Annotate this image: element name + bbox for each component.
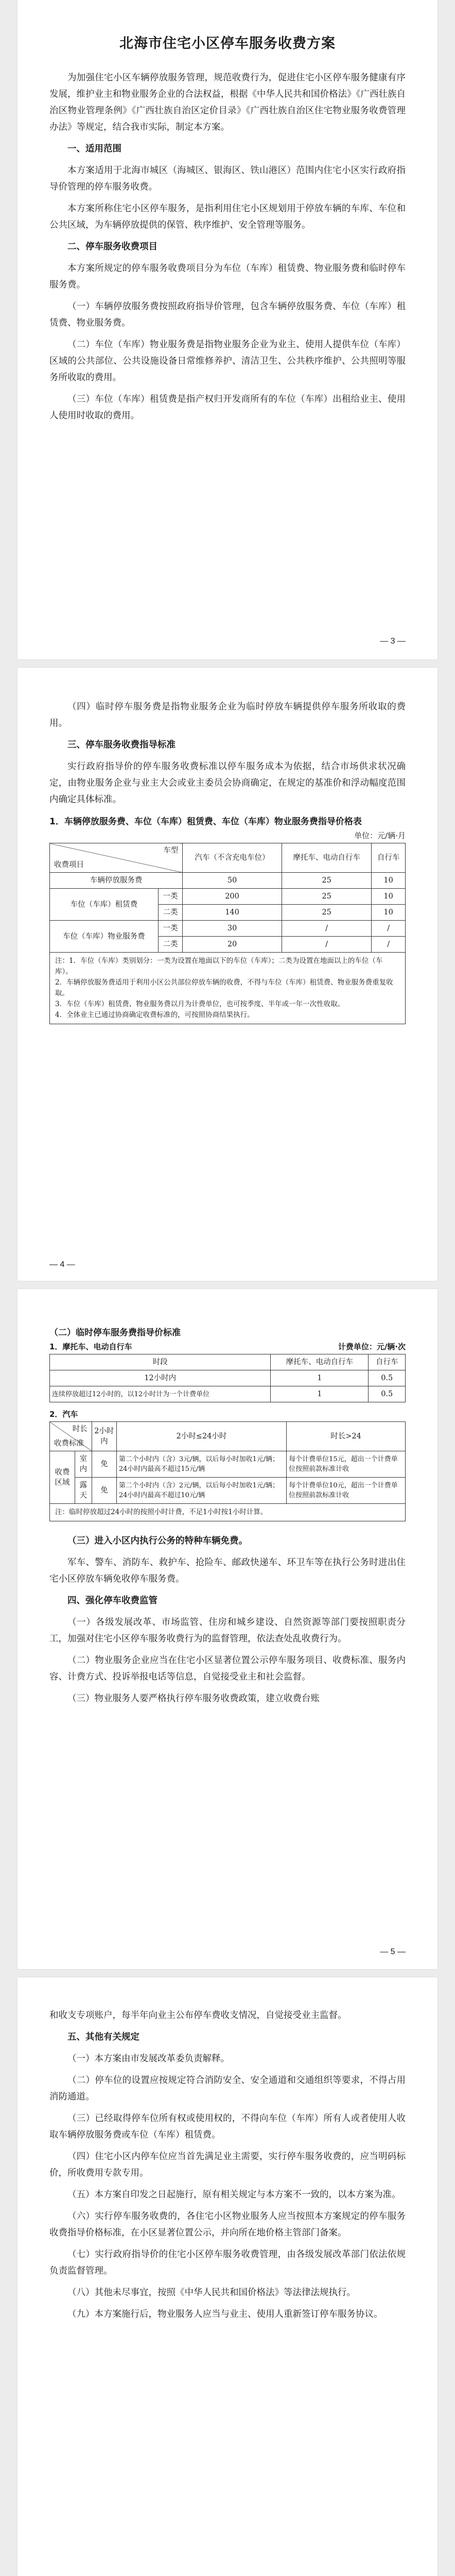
table-cell: 10 <box>372 889 406 905</box>
section-heading: 一、适用范围 <box>67 144 121 154</box>
table-cell: / <box>372 937 406 953</box>
table-cell: 1 <box>271 1370 369 1386</box>
column-header: 时长>24 <box>287 1422 406 1451</box>
table-subcaption-row <box>49 1409 406 1419</box>
table-row <box>50 1386 406 1402</box>
paragraph: （二）停车位的设置应按规定符合消防安全、安全通道和交通组织等要求，不得占用消防通道。 <box>49 2075 406 2102</box>
row-label: 12小时内 <box>50 1370 271 1386</box>
table-cell: 免 <box>92 1451 116 1478</box>
table-unit: 计费单位：元/辆·次 <box>338 1342 406 1351</box>
table-cell: 200 <box>183 889 282 905</box>
table-subcaption: 1．摩托车、电动自行车 <box>49 1342 132 1351</box>
document-page-5 <box>18 1289 437 1969</box>
paragraph: （三）物业服务人要严格执行停车服务收费政策，建立收费台账 <box>67 1693 320 1704</box>
row-group-label: 收费区域 <box>50 1451 75 1504</box>
row-label: 连续停放超过12小时的，以12小时计为一个计费单位 <box>50 1386 271 1402</box>
paragraph: （一）各级发展改革、市场监管、住房和城乡建设、自然资源等部门要按照职责分工，加强对住宅小区停车服务收费行为的监督管理，依法查处乱收费行为。 <box>49 1617 406 1644</box>
paragraph: （一）车辆停放服务费按照政府指导价管理，包含车辆停放服务费、车位（车库）租赁费、物业服务费。 <box>49 301 406 328</box>
row-label: 车辆停放服务费 <box>50 873 183 889</box>
paragraph: （八）其他未尽事宜，按照《中华人民共和国价格法》等法律法规执行。 <box>67 2287 356 2298</box>
paragraph: （三）车位（车库）租赁费是指产权归开发商所有的车位（车库）出租给业主、使用人使用时收取的费用。 <box>49 394 406 421</box>
table-cell: 每个计费单位10元，超出一个计费单位按照前款标准计收 <box>287 1478 406 1504</box>
table-cell: 免 <box>92 1478 116 1504</box>
paragraph: 实行政府指导价的停车服务收费标准以停车服务成本为依据，结合市场供求状况确定，由物业服务企业与业主大会或业主委员会协商确定，在规定的基准价和浮动幅度范围内确定具体标准。 <box>49 761 406 805</box>
table-row <box>50 873 406 889</box>
paragraph: （一）本方案由市发展改革委负责解释。 <box>67 2054 230 2064</box>
section-heading: 四、强化停车收费监管 <box>67 1596 157 1606</box>
table-row <box>50 1478 406 1504</box>
paragraph: 本方案所规定的停车服务收费项目分为车位（车库）租赁费、物业服务费和临时停车服务费。 <box>49 263 406 290</box>
row-level: 一类 <box>158 889 183 905</box>
row-label: 露天 <box>75 1478 92 1504</box>
table-cell: 20 <box>183 937 282 953</box>
table-cell: 10 <box>372 905 406 921</box>
column-header: 2小时≤24小时 <box>116 1422 286 1451</box>
table-notes <box>49 953 406 1024</box>
table-subcaption-row <box>49 1341 406 1352</box>
document-page-4 <box>18 668 437 1281</box>
document-page-3 <box>18 0 437 659</box>
table-subcaption: 2．汽车 <box>49 1410 78 1419</box>
temporary-parking-table-cars <box>49 1421 406 1504</box>
paragraph: （五）本方案自印发之日起施行，原有相关规定与本方案不一致的，以本方案为准。 <box>67 2190 401 2200</box>
table-cell: 25 <box>282 873 371 889</box>
corner-bottom-label: 收费项目 <box>54 861 84 869</box>
paragraph: （九）本方案施行后，物业服务人应当与业主、使用人重新签订停车服务协议。 <box>67 2309 383 2319</box>
column-header: 2小时内 <box>92 1422 116 1451</box>
table-note: 3．车位（车库）租赁费、物业服务费以月为计费单位，也可按季度、半年或一年一次性收取。 <box>55 1000 345 1008</box>
table-cell: / <box>282 921 371 937</box>
section-heading: （三）进入小区内执行公务的特种车辆免费。 <box>67 1536 248 1546</box>
row-label: 室内 <box>75 1451 92 1478</box>
temporary-parking-table-bikes <box>49 1354 406 1402</box>
column-header: 汽车（不含充电车位） <box>183 843 282 873</box>
table-note: 注：1．车位（车库）类别划分：一类为设置在地面以下的车位（车库）；二类为设置在地面以上的车位（车库）。 <box>55 957 383 976</box>
paragraph: （四）临时停车服务费是指物业服务企业为临时停放车辆提供停车服务所收取的费用。 <box>49 702 406 728</box>
page-number: — 4 — <box>49 1260 75 1269</box>
table-cell: 1 <box>271 1386 369 1402</box>
parking-fee-table <box>49 843 406 953</box>
row-label: 车位（车库）物业服务费 <box>50 921 159 953</box>
table-cell: 第二个小时内（含）3元/辆，以后每小时加收1元/辆；24小时内最高不超过15元/辆 <box>116 1451 286 1478</box>
paragraph: （四）住宅小区内停车位应当首先满足业主需要，实行停车服务收费的，应当明码标价，所收费用专款专用。 <box>49 2151 406 2178</box>
table-unit: 单位：元/辆·月 <box>354 831 406 840</box>
document-page-6 <box>18 1977 437 2576</box>
table-cell: 第二个小时内（含）2元/辆，以后每小时加收1元/辆；24小时内最高不超过10元/辆 <box>116 1478 286 1504</box>
table-corner-cell <box>50 1422 92 1451</box>
paragraph: （二）物业服务企业应当在住宅小区显著位置公示停车服务项目、收费标准、服务内容、计费方式、投诉举报电话等信息，自觉接受业主和社会监督。 <box>49 1655 406 1682</box>
table-cell: 每个计费单位15元，超出一个计费单位按照前款标准计收 <box>287 1451 406 1478</box>
table-cell: 0.5 <box>369 1386 406 1402</box>
table-notes <box>49 1504 406 1521</box>
table-cell: 25 <box>282 889 371 905</box>
table-note: 4．全体业主已通过协商确定收费标准的，可按照协商结果执行。 <box>55 1011 254 1019</box>
paragraph: 和收支专项账户，每半年向业主公布停车费收支情况，自觉接受业主监督。 <box>49 2010 347 2021</box>
table-row <box>50 921 406 937</box>
table-note: 2．车辆停放服务费适用于利用小区公共部位停放车辆的收费，不得与车位（车库）租赁费、物业服务费重复收取。 <box>55 978 393 997</box>
row-level: 二类 <box>158 937 183 953</box>
table-row <box>50 889 406 905</box>
table-cell: 10 <box>372 873 406 889</box>
paragraph: （六）实行停车服务收费的，各住宅小区物业服务人应当按照本方案规定的停车服务收费指导价格标准，在小区显著位置公示，并向所在地价格主管部门备案。 <box>49 2211 406 2238</box>
page-number: — 3 — <box>380 637 406 646</box>
column-header: 自行车 <box>372 843 406 873</box>
table-cell: 0.5 <box>369 1370 406 1386</box>
paragraph: 本方案所称住宅小区停车服务，是指利用住宅小区规划用于停放车辆的车库、车位和公共区域，为车辆停放提供的保管、秩序维护、安全管理等服务。 <box>49 204 406 230</box>
paragraph: （三）已经取得停车位所有权或使用权的，不得向车位（车库）所有人或者使用人收取车辆停放服务费或车位（车库）租赁费。 <box>49 2113 406 2140</box>
row-label: 车位（车库）租赁费 <box>50 889 159 921</box>
document-title: 北海市住宅小区停车服务收费方案 <box>119 36 336 52</box>
column-header: 自行车 <box>369 1354 406 1370</box>
row-level: 二类 <box>158 905 183 921</box>
column-header: 时段 <box>50 1354 271 1370</box>
table-row <box>50 1370 406 1386</box>
corner-top-label: 时长 <box>72 1425 87 1433</box>
column-header: 摩托车、电动自行车 <box>282 843 371 873</box>
row-level: 一类 <box>158 921 183 937</box>
table-cell: 50 <box>183 873 282 889</box>
column-header: 摩托车、电动自行车 <box>271 1354 369 1370</box>
paragraph: 军车、警车、消防车、救护车、抢险车、邮政快递车、环卫车等在执行公务时进出住宅小区停放车辆免收停车服务费。 <box>49 1557 406 1584</box>
section-heading: 三、停车服务收费指导标准 <box>67 740 176 750</box>
table-cell: 30 <box>183 921 282 937</box>
table-cell: / <box>282 937 371 953</box>
paragraph: 为加强住宅小区车辆停放服务管理，规范收费行为，促进住宅小区停车服务健康有序发展，维护业主和物业服务企业的合法权益，根据《中华人民共和国价格法》《广西壮族自治区物业管理条例》《广西壮族自治区定价目录》《广西壮族自治区住宅物业服务收费管理办法》等规定，结合我市实际，制定本方案。 <box>49 73 406 132</box>
corner-top-label: 车型 <box>163 846 179 855</box>
paragraph: 本方案适用于北海市城区（海城区、银海区、铁山港区）范围内住宅小区实行政府指导价管理的停车服务收费。 <box>49 165 406 192</box>
table-caption: （二）临时停车服务费指导价标准 <box>49 1328 181 1338</box>
table-note: 注：临时停放超过24小时的按照小时计费，不足1小时按1小时计算。 <box>55 1508 268 1516</box>
table-row <box>50 1451 406 1478</box>
paragraph: （二）车位（车库）物业服务费是指物业服务企业为业主、使用人提供车位（车库）区域的公共部位、公共设施设备日常维修养护、清洁卫生、公共秩序维护、公共照明等服务所收取的费用。 <box>49 340 406 383</box>
page-number: — 5 — <box>380 1947 406 1956</box>
table-caption: 1．车辆停放服务费、车位（车库）租赁费、车位（车库）物业服务费指导价格表 <box>49 817 362 827</box>
table-corner-cell <box>50 843 183 873</box>
corner-bottom-label: 收费标准 <box>54 1439 84 1448</box>
table-cell: 140 <box>183 905 282 921</box>
paragraph: （七）实行政府指导价的住宅小区停车服务收费管理，由各级发展改革部门依法依规负责监督管理。 <box>49 2249 406 2276</box>
table-cell: / <box>372 921 406 937</box>
section-heading: 二、停车服务收费项目 <box>67 242 157 252</box>
section-heading: 五、其他有关规定 <box>67 2032 139 2042</box>
table-cell: 25 <box>282 905 371 921</box>
